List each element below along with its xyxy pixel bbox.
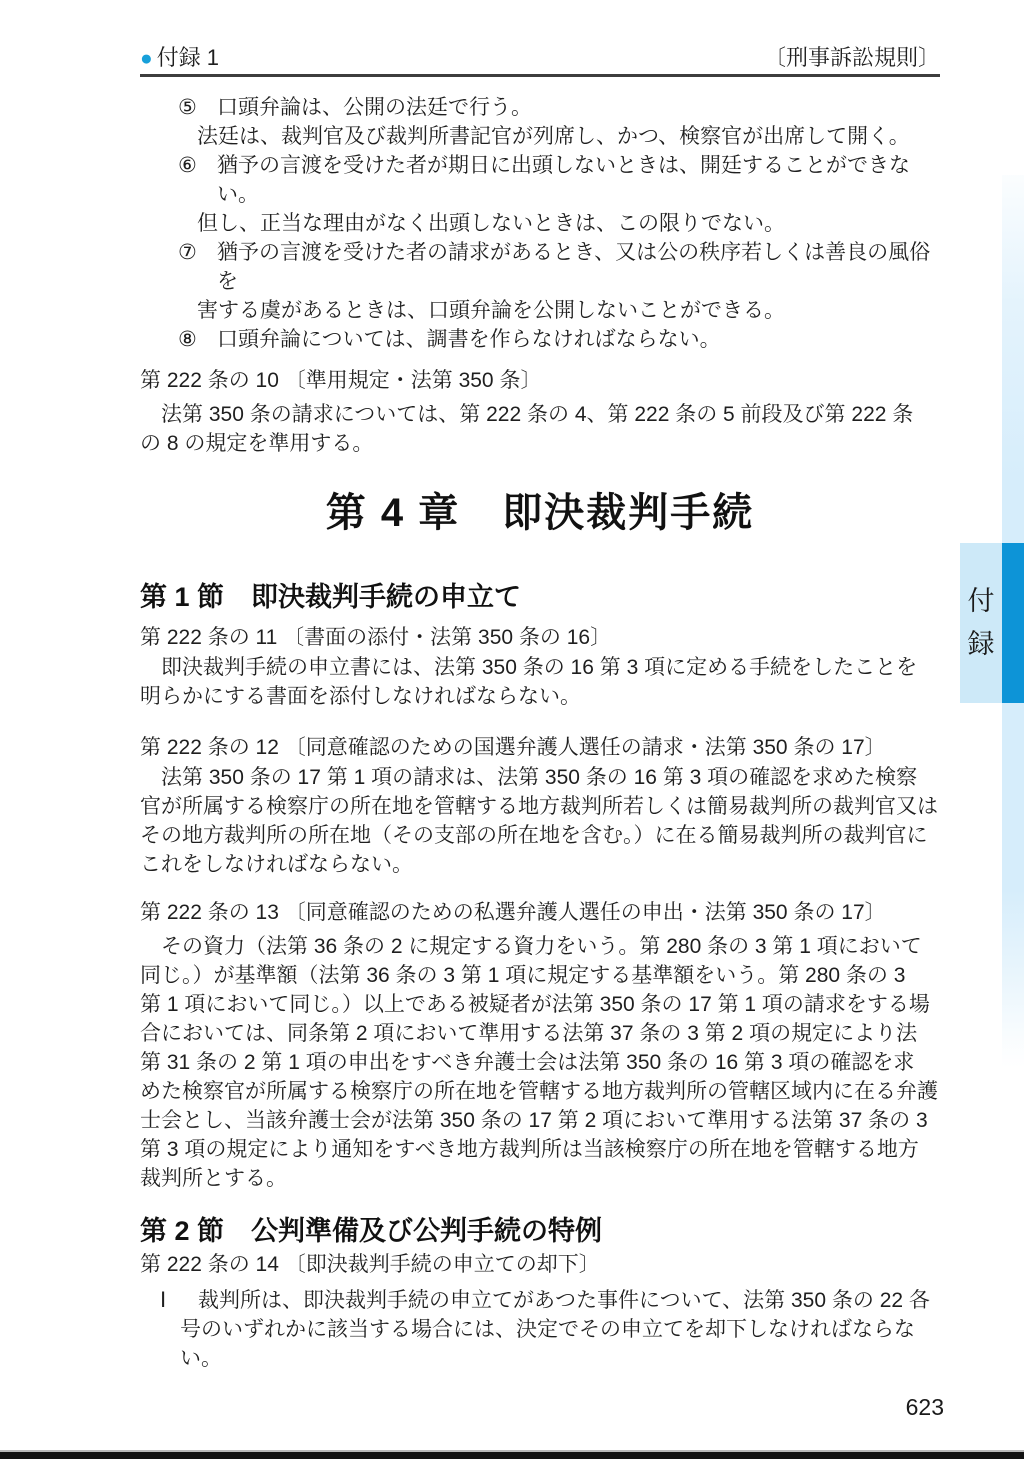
article-222-10 bbox=[140, 366, 940, 458]
page-number: 623 bbox=[905, 1394, 944, 1420]
appendix-tab-accent bbox=[1002, 543, 1024, 703]
article-line: 士会とし、当該弁護士会が法第 350 条の 17 第 2 項において準用する法第 37 条の 3 bbox=[140, 1109, 928, 1132]
article-line: 同じ。）が基準額（法第 36 条の 3 第 1 項に規定する基準額をいう。第 280 条の 3 bbox=[140, 964, 906, 987]
list-item-text: 猶予の言渡を受けた者の請求があるとき、又は公の秩序若しくは善良の風俗を bbox=[217, 241, 931, 293]
article-heading: 第 222 条の 10 〔準用規定・法第 350 条〕 bbox=[140, 369, 542, 392]
list-item-text: 口頭弁論は、公開の法廷で行う。 bbox=[217, 96, 532, 119]
article-line: 第 1 項において同じ。）以上である被疑者が法第 350 条の 17 第 1 項の請求をする場 bbox=[140, 993, 930, 1016]
article-heading: 第 222 条の 11 〔書面の添付・法第 350 条の 16〕 bbox=[140, 626, 612, 649]
article-line: めた検察官が所属する検察庁の所在地を管轄する地方裁判所の管轄区域内に在る弁護 bbox=[140, 1080, 938, 1103]
appendix-tab-label: 付 bbox=[967, 586, 995, 616]
circle-bullet-icon: ● bbox=[140, 46, 153, 70]
list-item bbox=[140, 238, 940, 296]
article-body bbox=[140, 653, 940, 711]
article-body bbox=[140, 400, 940, 458]
header-appendix-label: 付録 1 bbox=[156, 45, 220, 70]
circled-number: ⑤ bbox=[178, 96, 197, 119]
list-item-text: 猶予の言渡を受けた者が期日に出頭しないときは、開廷することができない。 bbox=[217, 154, 910, 206]
article-line: 官が所属する検察庁の所在地を管轄する地方裁判所若しくは簡易裁判所の裁判官又は bbox=[140, 795, 938, 818]
roman-numeral-item bbox=[140, 1286, 940, 1373]
article-line: の 8 の規定を準用する。 bbox=[140, 432, 374, 455]
article-line: 裁判所とする。 bbox=[140, 1167, 287, 1190]
section-2-title: 第 2 節 公判準備及び公判手続の特例 bbox=[140, 1216, 603, 1246]
article-body bbox=[140, 932, 940, 1193]
list-item-continuation: 法廷は、裁判官及び裁判所書記官が列席し、かつ、検察官が出席して開く。 bbox=[197, 125, 910, 148]
item-line bbox=[140, 1286, 940, 1315]
bottom-edge-band bbox=[0, 1450, 1024, 1459]
article-heading: 第 222 条の 14 〔即決裁判手続の申立ての却下〕 bbox=[140, 1253, 600, 1276]
list-item-continuation: 害する虞があるときは、口頭弁論を公開しないことができる。 bbox=[197, 299, 785, 322]
list-item bbox=[140, 325, 940, 354]
list-item-continuation: 但し、正当な理由がなく出頭しないときは、この限りでない。 bbox=[197, 212, 785, 235]
section-1-title: 第 1 節 即決裁判手続の申立て bbox=[140, 582, 522, 612]
article-line: その地方裁判所の所在地（その支部の所在地を含む。）に在る簡易裁判所の裁判官に bbox=[140, 824, 928, 847]
item-text: 裁判所は、即決裁判手続の申立てがあつた事件について、法第 350 条の 22 各 bbox=[198, 1289, 930, 1312]
appendix-side-tab bbox=[960, 543, 1002, 703]
article-line: その資力（法第 36 条の 2 に規定する資力をいう。第 280 条の 3 第 1 項において bbox=[161, 935, 922, 958]
numbered-list bbox=[140, 93, 940, 354]
article-line: 法第 350 条の請求については、第 222 条の 4、第 222 条の 5 前段及び第 222 条 bbox=[161, 403, 914, 426]
chapter-title: 第 4 章 即決裁判手続 bbox=[325, 491, 755, 535]
article-222-14 bbox=[140, 1250, 940, 1373]
article-line: これをしなければならない。 bbox=[140, 853, 413, 876]
circled-number: ⑦ bbox=[178, 241, 197, 264]
article-heading: 第 222 条の 13 〔同意確認のための私選弁護人選任の申出・法第 350 条の 17〕 bbox=[140, 901, 886, 924]
article-line: 合においては、同条第 2 項において準用する法第 37 条の 3 第 2 項の規定により法 bbox=[140, 1022, 918, 1045]
list-item bbox=[140, 151, 940, 209]
article-line: 第 3 項の規定により通知をすべき地方裁判所は当該検察庁の所在地を管轄する地方 bbox=[140, 1138, 919, 1161]
article-line: 法第 350 条の 17 第 1 項の請求は、法第 350 条の 16 第 3 項の確認を求めた検察 bbox=[161, 766, 918, 789]
article-heading: 第 222 条の 12 〔同意確認のための国選弁護人選任の請求・法第 350 条の 17〕 bbox=[140, 736, 886, 759]
list-item bbox=[140, 93, 940, 122]
page-header bbox=[140, 45, 940, 77]
list-item-text: 口頭弁論については、調書を作らなければならない。 bbox=[217, 328, 721, 351]
item-line-continuation: 号のいずれかに該当する場合には、決定でその申立てを却下しなければならない。 bbox=[180, 1318, 915, 1370]
article-body bbox=[140, 763, 940, 879]
article-line: 明らかにする書面を添付しなければならない。 bbox=[140, 685, 581, 708]
circled-number: ⑥ bbox=[178, 154, 197, 177]
page-content bbox=[140, 45, 940, 1373]
article-222-11 bbox=[140, 623, 940, 711]
appendix-tab-label: 録 bbox=[967, 629, 995, 659]
article-line: 第 31 条の 2 第 1 項の申出をすべき弁護士会は法第 350 条の 16 第 3 項の確認を求 bbox=[140, 1051, 915, 1074]
article-222-12 bbox=[140, 733, 940, 879]
article-222-13 bbox=[140, 898, 940, 1193]
circled-number: ⑧ bbox=[178, 328, 197, 351]
roman-numeral: Ⅰ bbox=[160, 1289, 167, 1312]
header-left bbox=[140, 45, 219, 71]
article-line: 即決裁判手続の申立書には、法第 350 条の 16 第 3 項に定める手続をしたことを bbox=[161, 656, 918, 679]
header-rule-title: 〔刑事訴訟規則〕 bbox=[763, 45, 940, 70]
